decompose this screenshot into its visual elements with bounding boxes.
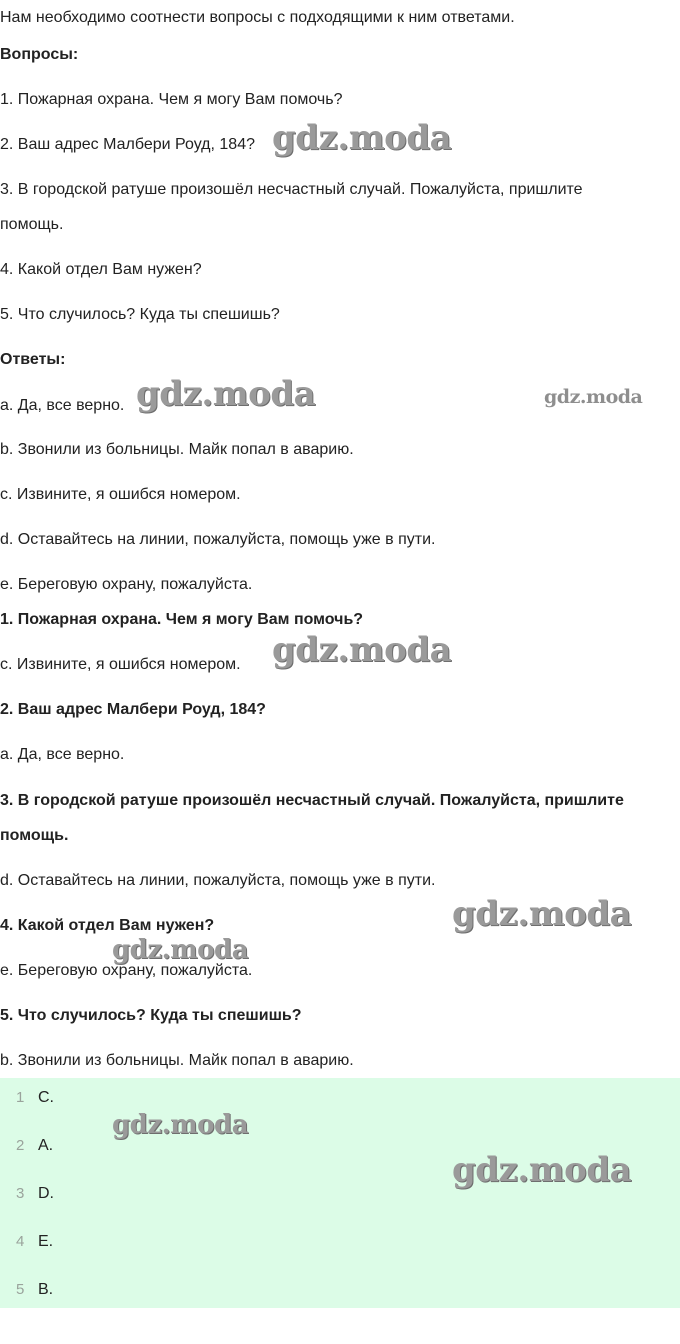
line-number: 3: [16, 1185, 25, 1202]
watermark-logo: gdz.moda: [272, 118, 452, 158]
pair-question: 5. Что случилось? Куда ты спешишь?: [0, 1007, 302, 1024]
pair-answer: a. Да, все верно.: [0, 746, 125, 763]
final-answer-row: [16, 1232, 53, 1252]
answer-item: d. Оставайтесь на линии, пожалуйста, помощь уже в пути.: [0, 531, 436, 548]
final-answer-row: [16, 1184, 54, 1204]
question-item: 4. Какой отдел Вам нужен?: [0, 261, 202, 278]
final-answer-row: [16, 1280, 53, 1300]
answers-heading: Ответы:: [0, 351, 66, 368]
pair-question: 4. Какой отдел Вам нужен?: [0, 917, 215, 934]
final-answer-value: A.: [38, 1137, 54, 1154]
question-item: 5. Что случилось? Куда ты спешишь?: [0, 306, 280, 323]
question-item: 3. В городской ратуше произошёл несчастный случай. Пожалуйста, пришлите: [0, 181, 583, 198]
pair-question: 1. Пожарная охрана. Чем я могу Вам помочь?: [0, 611, 364, 628]
pair-question: 3. В городской ратуше произошёл несчастный случай. Пожалуйста, пришлите: [0, 792, 624, 809]
line-number: 1: [16, 1089, 25, 1106]
final-answers-box: [0, 1078, 680, 1308]
watermark-logo: gdz.moda: [112, 935, 249, 965]
questions-heading: Вопросы:: [0, 46, 79, 63]
pair-question: 2. Ваш адрес Малбери Роуд, 184?: [0, 701, 266, 718]
question-item-continuation: помощь.: [0, 216, 64, 233]
final-answer-value: E.: [38, 1233, 54, 1250]
question-item: 1. Пожарная охрана. Чем я могу Вам помочь?: [0, 91, 343, 108]
answer-item: b. Звонили из больницы. Майк попал в аварию.: [0, 441, 354, 458]
pair-answer: c. Извините, я ошибся номером.: [0, 656, 241, 673]
answer-item: e. Береговую охрану, пожалуйста.: [0, 576, 253, 593]
line-number: 4: [16, 1233, 25, 1250]
line-number: 2: [16, 1137, 25, 1154]
pair-answer: b. Звонили из больницы. Майк попал в аварию.: [0, 1052, 354, 1069]
watermark-logo: gdz.moda: [544, 386, 643, 408]
final-answer-value: D.: [38, 1185, 54, 1202]
pair-question-continuation: помощь.: [0, 827, 69, 844]
question-item: 2. Ваш адрес Малбери Роуд, 184?: [0, 136, 255, 153]
final-answer-row: [16, 1136, 53, 1156]
pair-answer: e. Береговую охрану, пожалуйста.: [0, 962, 253, 979]
answer-item: c. Извините, я ошибся номером.: [0, 486, 241, 503]
watermark-logo: gdz.moda: [136, 374, 316, 414]
intro-text: Нам необходимо соотнести вопросы с подходящими к ним ответами.: [0, 9, 515, 26]
watermark-logo: gdz.moda: [272, 630, 452, 670]
watermark-logo: gdz.moda: [452, 894, 632, 934]
final-answer-value: B.: [38, 1281, 54, 1298]
answer-item: a. Да, все верно.: [0, 397, 125, 414]
pair-answer: d. Оставайтесь на линии, пожалуйста, помощь уже в пути.: [0, 872, 436, 889]
final-answer-value: C.: [38, 1089, 54, 1106]
final-answer-row: [16, 1088, 54, 1108]
watermark-logo: gdz.moda: [112, 1110, 249, 1140]
line-number: 5: [16, 1281, 25, 1298]
watermark-logo: gdz.moda: [452, 1150, 632, 1190]
